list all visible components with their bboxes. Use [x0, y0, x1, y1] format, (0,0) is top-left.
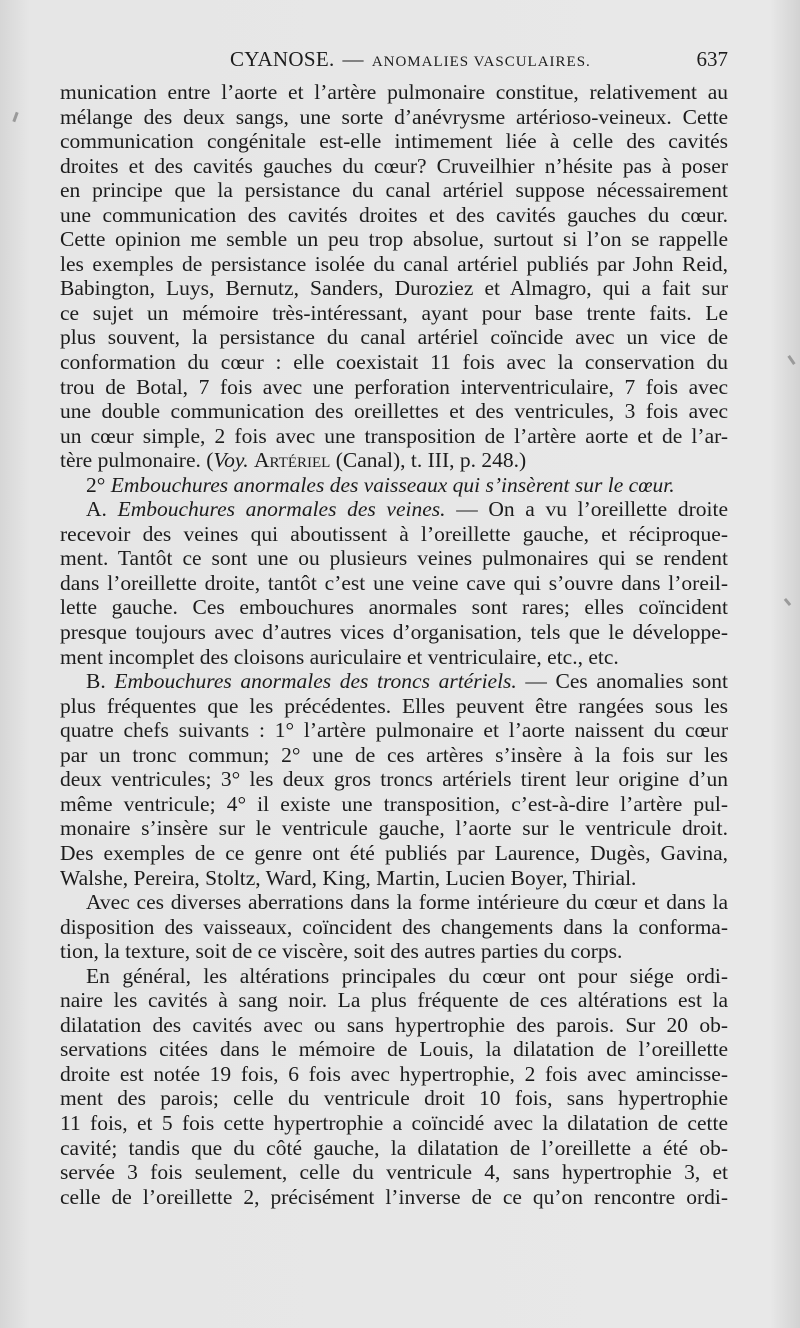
- text-line: dans l’oreillette droite, tantôt c’est une veine cave qui s’ouvre dans l’oreil-: [60, 570, 728, 595]
- text-line: [60, 448, 728, 473]
- text-line: plus souvent, la persistance du canal artériel coïncide avec un vice de: [60, 325, 728, 350]
- running-header: [62, 44, 728, 74]
- italic-run: Embouchures anormales des vaisseaux qui s’insèrent sur le cœur.: [110, 472, 675, 497]
- italic-run: Voy.: [213, 448, 249, 473]
- text-run: tère pulmonaire. (: [60, 448, 214, 473]
- text-line: Walshe, Pereira, Stoltz, Ward, King, Martin, Lucien Boyer, Thirial.: [60, 865, 637, 890]
- section-heading: [60, 473, 728, 498]
- header-subtitle: ANOMALIES VASCULAIRES.: [371, 54, 591, 70]
- text-line: munication entre l’aorte et l’artère pulmonaire constitue, relativement au: [60, 80, 728, 104]
- text-line: Babington, Luys, Bernutz, Sanders, Duroziez et Almagro, qui a fait sur: [60, 276, 728, 301]
- italic-run: Embouchures anormales des veines.: [117, 497, 446, 522]
- margin-mark: [787, 355, 795, 365]
- text-line: naire les cavités à sang noir. La plus fréquente de ces altérations est la: [60, 988, 728, 1013]
- text-line: presque toujours avec d’autres vices d’organisation, tels que le développe-: [60, 620, 728, 645]
- margin-mark: [784, 598, 791, 606]
- header-separator: —: [342, 47, 364, 71]
- text-line: ment. Tantôt ce sont une ou plusieurs veines pulmonaires qui se rendent: [60, 546, 728, 571]
- text-line: disposition des vaisseaux, coïncident des changements dans la conforma-: [60, 914, 728, 939]
- text-line: celle de l’oreillette 2, précisément l’inverse de ce qu’on rencontre ordi-: [60, 1184, 728, 1209]
- body-text: [60, 80, 728, 1209]
- text-line: ce sujet un mémoire très-intéressant, ayant pour base trente faits. Le: [60, 300, 728, 325]
- text-run: — On a vu l’oreillette droite: [445, 497, 729, 522]
- text-line: droite est notée 19 fois, 6 fois avec hypertrophie, 2 fois avec amincisse-: [60, 1061, 728, 1086]
- small-caps-reference: Artériel: [254, 448, 331, 473]
- text-line: servations citées dans le mémoire de Louis, la dilatation de l’oreillette: [60, 1037, 728, 1062]
- text-line: en principe que la persistance du canal artériel suppose nécessairement: [60, 178, 728, 203]
- text-line: trou de Botal, 7 fois avec une perforation interventriculaire, 7 fois avec: [60, 374, 728, 399]
- text-run: B.: [86, 669, 115, 694]
- text-line: par un tronc commun; 2° une de ces artères s’insère à la fois sur les: [60, 742, 728, 767]
- page-number: 637: [696, 47, 728, 71]
- text-run: — Ces anomalies sont: [516, 669, 728, 694]
- text-line: lette gauche. Ces embouchures anormales sont rares; elles coïncident: [60, 595, 728, 620]
- text-line: 11 fois, et 5 fois cette hypertrophie a coïncidé avec la dilatation de cette: [60, 1110, 728, 1135]
- text-line: ment des parois; celle du ventricule droit 10 fois, sans hypertrophie: [60, 1086, 728, 1111]
- italic-run: Embouchures anormales des troncs artériels.: [114, 669, 517, 694]
- text-line: les exemples de persistance isolée du canal artériel publiés par John Reid,: [60, 251, 728, 276]
- text-line: Avec ces diverses aberrations dans la forme intérieure du cœur et dans la: [86, 890, 728, 915]
- text-line: tion, la texture, soit de ce viscère, soit des autres parties du corps.: [60, 939, 623, 964]
- text-line: conformation du cœur : elle coexistait 11 fois avec la conservation du: [60, 350, 728, 375]
- subsection-heading: [60, 669, 728, 694]
- text-line: plus fréquentes que les précédentes. Elles peuvent être rangées sous les: [60, 693, 728, 718]
- text-line: En général, les altérations principales du cœur ont pour siége ordi-: [86, 963, 728, 988]
- text-line: quatre chefs suivants : 1° l’artère pulmonaire et l’aorte naissent du cœur: [60, 718, 728, 743]
- header-title: CYANOSE.: [230, 47, 335, 71]
- text-line: deux ventricules; 3° les deux gros troncs artériels tirent leur origine d’un: [60, 767, 728, 792]
- text-line: une double communication des oreillettes et des ventricules, 3 fois avec: [60, 399, 728, 424]
- text-line: droites et des cavités gauches du cœur? Cruveilhier n’hésite pas à poser: [60, 153, 728, 178]
- text-line: cavité; tandis que du côté gauche, la dilatation de l’oreillette a été ob-: [60, 1135, 728, 1160]
- text-line: même ventricule; 4° il existe une transposition, c’est-à-dire l’artère pul-: [60, 791, 728, 816]
- text-line: recevoir des veines qui aboutissent à l’oreillette gauche, et réciproque-: [60, 521, 728, 546]
- subsection-heading: [60, 497, 728, 522]
- text-line: ment incomplet des cloisons auriculaire et ventriculaire, etc., etc.: [60, 644, 619, 669]
- text-line: un cœur simple, 2 fois avec une transposition de l’artère aorte et de l’ar-: [60, 423, 728, 448]
- text-line: Des exemples de ce genre ont été publiés par Laurence, Dugès, Gavina,: [60, 840, 728, 865]
- text-line: servée 3 fois seulement, celle du ventricule 4, sans hypertrophie 3, et: [60, 1160, 728, 1185]
- text-line: monaire s’insère sur le ventricule gauche, l’aorte sur le ventricule droit.: [60, 816, 728, 841]
- text-line: communication congénitale est-elle intimement liée à celle des cavités: [60, 129, 728, 154]
- text-line: une communication des cavités droites et des cavités gauches du cœur.: [60, 202, 728, 227]
- text-line: mélange des deux sangs, une sorte d’anévrysme artérioso-veineux. Cette: [60, 104, 728, 129]
- text-run: A.: [86, 497, 118, 522]
- text-run: (Canal), t. III, p. 248.): [330, 448, 527, 473]
- running-title: [230, 44, 591, 77]
- text-line: dilatation des cavités avec ou sans hypertrophie des parois. Sur 20 ob-: [60, 1012, 728, 1037]
- margin-mark: [12, 112, 18, 122]
- text-line: Cette opinion me semble un peu trop absolue, surtout si l’on se rappelle: [60, 227, 728, 252]
- text-run: 2°: [86, 472, 111, 497]
